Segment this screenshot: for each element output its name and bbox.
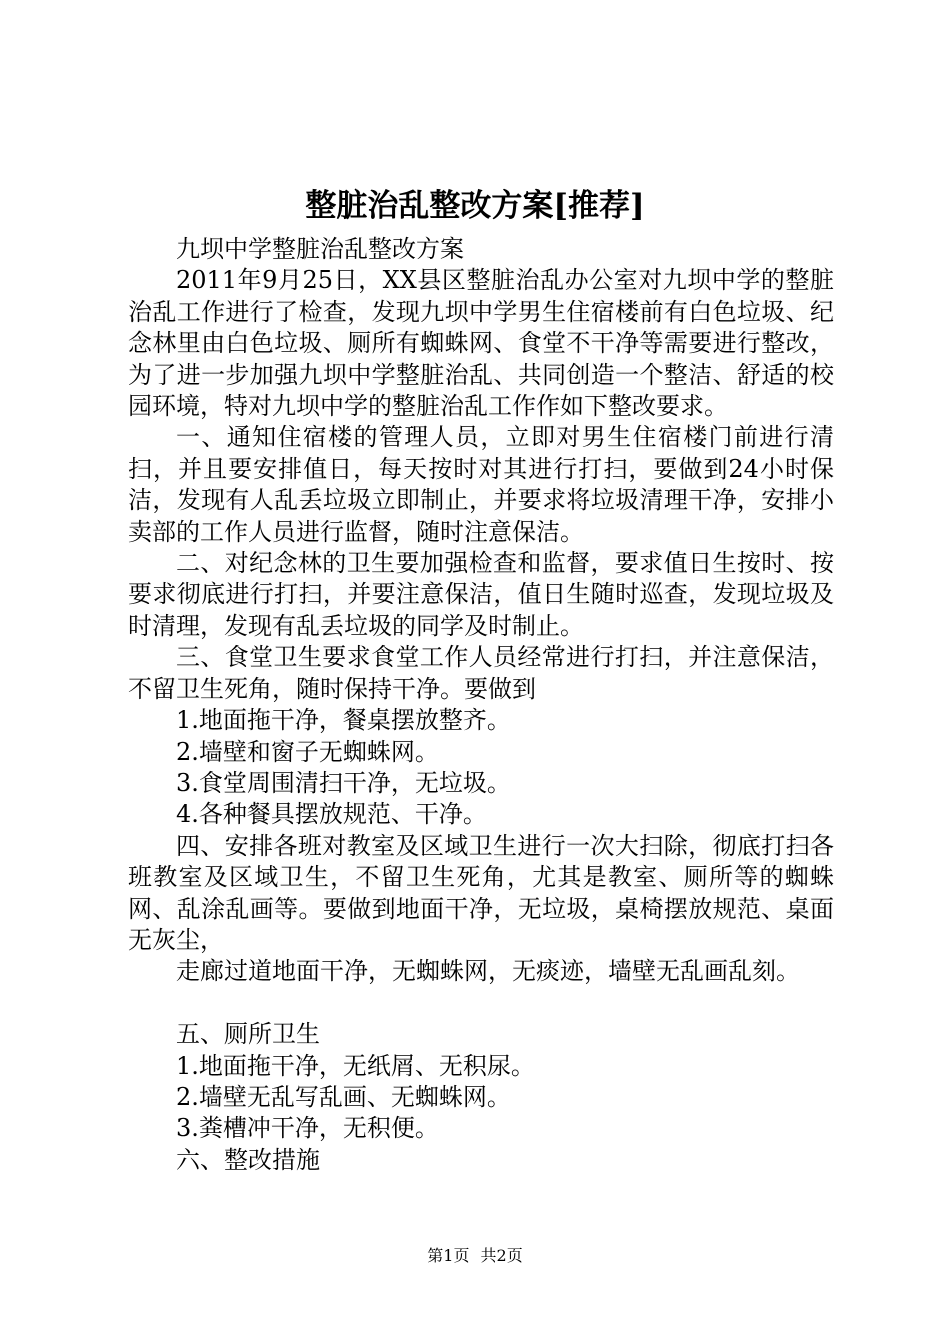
paragraph-section-4: 四、安排各班对教室及区域卫生进行一次大扫除，彻底打扫各班教室及区域卫生，不留卫生死角，尤其是教室、厕所等的蜘蛛网、乱涂乱画等。要做到地面干净，无垃圾，桌椅摆放规范、桌面无灰尘， bbox=[128, 831, 834, 954]
list-item: 3.粪槽冲干净，无积便。 bbox=[176, 1114, 439, 1143]
page-footer bbox=[0, 1246, 950, 1266]
list-item: 1.地面拖干净，餐桌摆放整齐。 bbox=[176, 706, 511, 735]
paragraph-subtitle: 九坝中学整脏治乱整改方案 bbox=[176, 235, 464, 263]
page-number-current: 第1页 bbox=[427, 1246, 470, 1265]
document-title: 整脏治乱整改方案[推荐] bbox=[305, 188, 645, 224]
page-number-total: 共2页 bbox=[480, 1246, 523, 1265]
paragraph-section-5: 五、厕所卫生 bbox=[176, 1020, 320, 1049]
paragraph-section-2: 二、对纪念林的卫生要加强检查和监督，要求值日生按时、按要求彻底进行打扫，并要注意保洁，值日生随时巡查，发现垃圾及时清理，发现有乱丢垃圾的同学及时制止。 bbox=[128, 549, 834, 640]
blank-line bbox=[128, 988, 834, 1019]
list-item: 1.地面拖干净，无纸屑、无积尿。 bbox=[176, 1051, 535, 1080]
paragraph-section-3: 三、食堂卫生要求食堂工作人员经常进行打扫，并注意保洁，不留卫生死角，随时保持干净。要做到 bbox=[128, 643, 834, 703]
paragraph-intro: 2011年9月25日，XX县区整脏治乱办公室对九坝中学的整脏治乱工作进行了检查，发现九坝中学男生住宿楼前有白色垃圾、纪念林里由白色垃圾、厕所有蜘蛛网、食堂不干净等需要进行整改，为了进一步加强九坝中学整脏治乱、共同创造一个整洁、舒适的校园环境，特对九坝中学的整脏治乱工作作如下整改要求。 bbox=[128, 266, 834, 421]
paragraph-corridor: 走廊过道地面干净，无蜘蛛网，无痰迹，墙壁无乱画乱刻。 bbox=[176, 957, 800, 986]
list-item: 2.墙壁无乱写乱画、无蜘蛛网。 bbox=[176, 1082, 511, 1111]
paragraph-section-6: 六、整改措施 bbox=[176, 1145, 320, 1174]
list-item: 4.各种餐具摆放规范、干净。 bbox=[176, 800, 487, 829]
document-body bbox=[128, 234, 834, 1176]
paragraph-section-1: 一、通知住宿楼的管理人员，立即对男生住宿楼门前进行清扫，并且要安排值日，每天按时对其进行打扫，要做到24小时保洁，发现有人乱丢垃圾立即制止，并要求将垃圾清理干净，安排小卖部的工作人员进行监督，随时注意保洁。 bbox=[128, 423, 834, 546]
list-item: 3.食堂周围清扫干净，无垃圾。 bbox=[176, 768, 511, 797]
list-item: 2.墙壁和窗子无蜘蛛网。 bbox=[176, 737, 439, 766]
